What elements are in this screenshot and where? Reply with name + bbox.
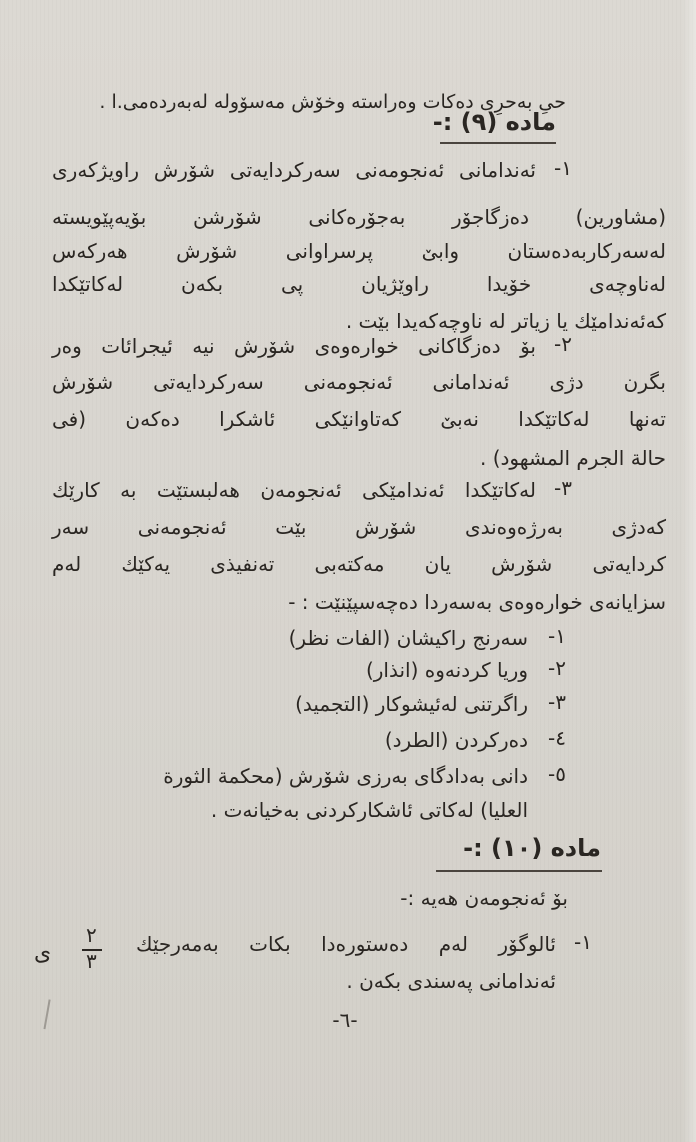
sub-item-2-text: وریا کردنەوە (انذار): [365, 658, 528, 682]
fraction-denominator: ٣: [86, 949, 97, 973]
item-3-line-3: کردایەتی شۆرش یان مەکتەبی تەنفیذی یەکێك لەم: [52, 552, 666, 576]
top-line: حیِ بەحرِی دەکات وەراستە وخۆش مەسۆولە لەبەردەمی.ا .: [99, 91, 566, 113]
sub-item-4-text: دەرکردن (الطرد): [384, 728, 528, 752]
item-2-line-3: تەنها لەکاتێکدا نەبێ کەتاوانێکی ئاشکرا دەکەن (فی: [52, 407, 666, 431]
article-10-underline: [436, 870, 602, 872]
fraction-numerator: ٢: [86, 923, 97, 947]
item-1-line-3: لەسەرکاربەدەستان وابێ پرسراوانی شۆرش هەرکەس: [52, 239, 666, 263]
sub-item-1-text: سەرنج راکیشان (الفات نظر): [288, 626, 528, 650]
article-9-heading: مادە (٩) :-: [432, 108, 556, 136]
two-thirds-fraction: [34, 923, 114, 977]
item-3-line-2: کەدژی بەرژەوەندی شۆرش بێت ئەنجومەنی سەر: [52, 515, 666, 539]
item-1-line-1: ئەندامانی ئەنجومەنی سەرکردایەتی شۆرش راویژکەری: [52, 158, 536, 182]
ink-mark: [43, 999, 58, 1030]
item-1-number: ١-: [554, 156, 572, 180]
sub-item-3-text: راگرتنی لەئیشوکار (التجمید): [295, 692, 528, 716]
item-3-line-4: سزایانەی خوارەوەی بەسەردا دەچەسپێنێت : -: [288, 590, 666, 614]
sub-item-1-number: ١-: [548, 624, 566, 648]
sub-item-2-number: ٢-: [548, 656, 566, 680]
item-3-number: ٣-: [554, 476, 572, 500]
sub-item-5-number: ٥-: [548, 762, 566, 786]
article-10-item-1-number: ١-: [574, 930, 592, 954]
fraction-suffix: ی: [34, 941, 52, 966]
item-2-number: ٢-: [554, 332, 572, 356]
article-10-intro: بۆ ئەنجومەن هەیە :-: [400, 886, 568, 910]
item-2-line-2: بگرن دژی ئەندامانی ئەنجومەنی سەرکردایەتی شۆرش: [52, 370, 666, 394]
sub-item-5-continued: العلیا) لەکاتی ئاشکارکردنی بەخیانەت .: [210, 798, 528, 822]
item-2-line-1: بۆ دەزگاکانی خوارەوەی شۆرش نیە ئیجرائات وەر: [52, 334, 536, 358]
page-number: -٦-: [332, 1008, 358, 1032]
article-10-item-1-line-2: ئەندامانی پەسندی بکەن .: [346, 969, 556, 993]
item-1-line-4: لەناوچەی خۆیدا راوێژیان پی بکەن لەکاتێکدا: [52, 272, 666, 296]
sub-item-5-text: دانی بەدادگای بەرزی شۆرش (محکمة الثورة: [163, 764, 528, 788]
article-9-underline: [440, 142, 556, 144]
article-10-heading: مادە (١٠) :-: [463, 834, 601, 862]
sub-item-3-number: ٣-: [548, 690, 566, 714]
item-2-line-4: حالة الجرم المشهود) .: [480, 446, 666, 470]
item-3-line-1: لەکاتێکدا ئەندامێکی ئەنجومەن هەلبستێت بە کارێك: [52, 478, 536, 502]
article-10-item-1-line-1: ئالوگۆر لەم دەستورەدا بکات بەمەرجێك: [136, 932, 556, 956]
item-1-line-2: (مشاورین) دەزگاجۆر بەجۆرەکانی شۆرشن بۆیەپێویستە: [52, 205, 666, 229]
item-1-line-5: کەئەندامێك یا زیاتر لە ناوچەکەیدا بێت .: [345, 309, 666, 333]
sub-item-4-number: ٤-: [548, 726, 566, 750]
paper-edge: [682, 0, 696, 1142]
